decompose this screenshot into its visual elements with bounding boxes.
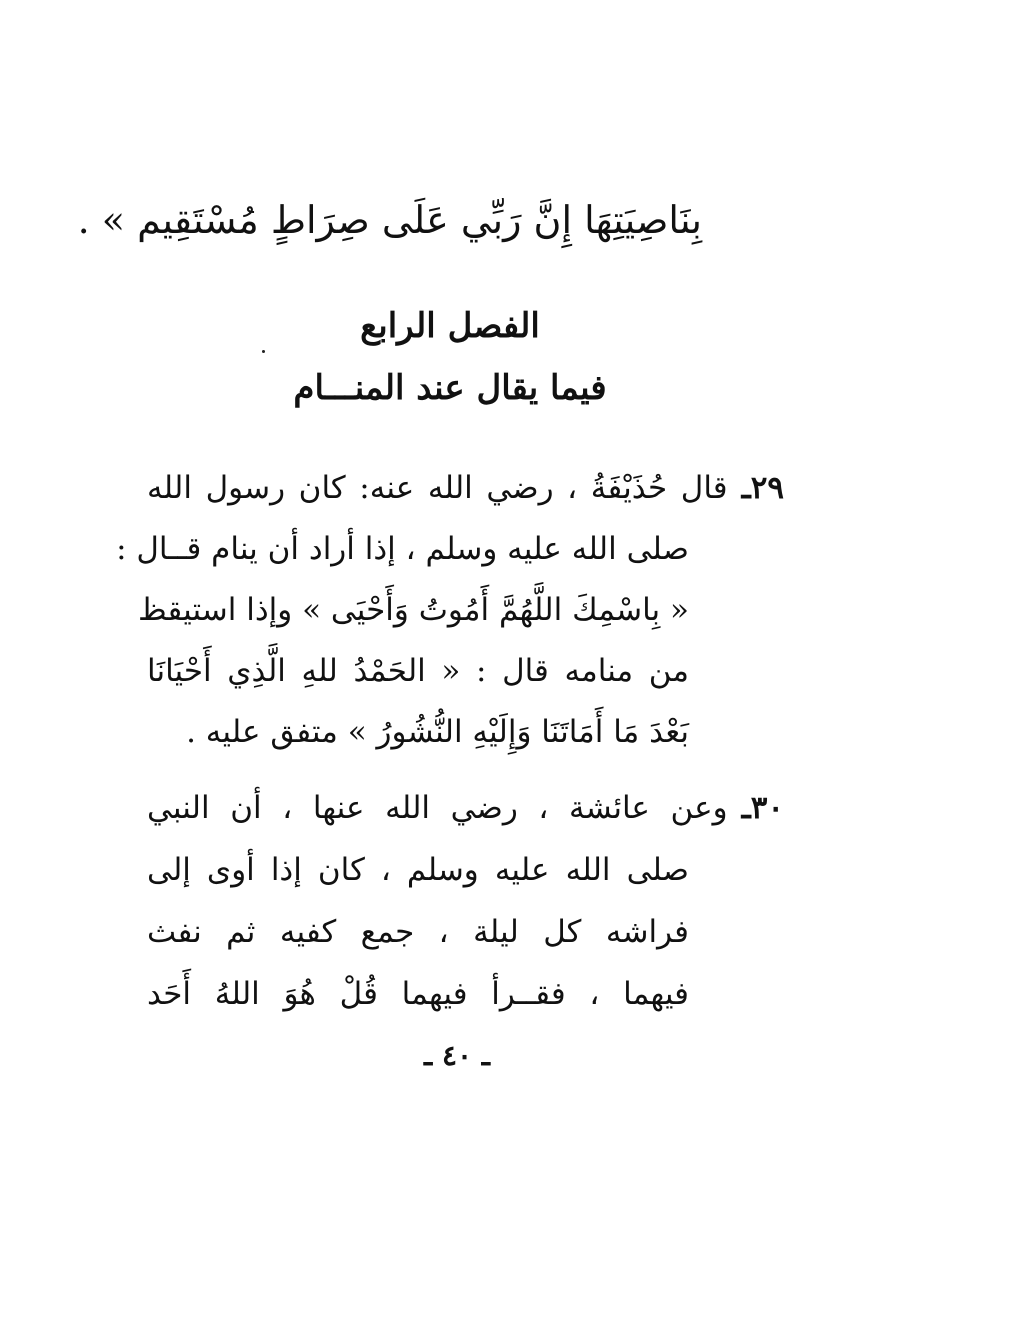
verse-continuation: بِنَاصِيَتِهَا إِنَّ رَبِّي عَلَى صِرَاطٍ مُسْتَقِيم » . (77, 198, 702, 242)
hadith-30-number: ٣٠ـ (741, 790, 784, 826)
hadith-30-line-1 (147, 780, 784, 836)
hadith-29-line-2: صلى الله عليه وسلم ، إذا أراد أن ينام قــال : (116, 531, 689, 567)
hadith-30-text-1: وعن عائشة ، رضي الله عنها ، أن النبي (147, 790, 728, 826)
hadith-29-text-1: قال حُذَيْفَةُ ، رضي الله عنه: كان رسول الله (147, 470, 728, 506)
hadith-30-line-4: فيهما ، فقــرأ فيهما قُلْ هُوَ اللهُ أَحَد (147, 976, 689, 1012)
speck-mark (262, 350, 265, 353)
hadith-30-line-3: فراشه كل ليلة ، جمع كفيه ثم نفث (147, 914, 689, 950)
hadith-29-line-3: « بِاسْمِكَ اللَّهُمَّ أَمُوتُ وَأَحْيَى » وإذا استيقظ (137, 592, 689, 628)
hadith-29-line-4: من منامه قال : « الحَمْدُ للهِ الَّذِي أَحْيَانَا (147, 653, 689, 689)
hadith-29-number: ٢٩ـ (741, 470, 784, 506)
hadith-29-line-1 (147, 460, 784, 516)
hadith-30-line-2: صلى الله عليه وسلم ، كان إذا أوى إلى (147, 852, 689, 888)
chapter-subtitle: فيما يقال عند المنـــام (293, 368, 607, 408)
chapter-title: الفصل الرابع (360, 306, 540, 346)
hadith-29-line-5: بَعْدَ مَا أَمَاتَنَا وَإِلَيْهِ النُّشُورُ » متفق عليه . (186, 714, 689, 750)
page-number: ـ ٤٠ ـ (424, 1039, 490, 1072)
